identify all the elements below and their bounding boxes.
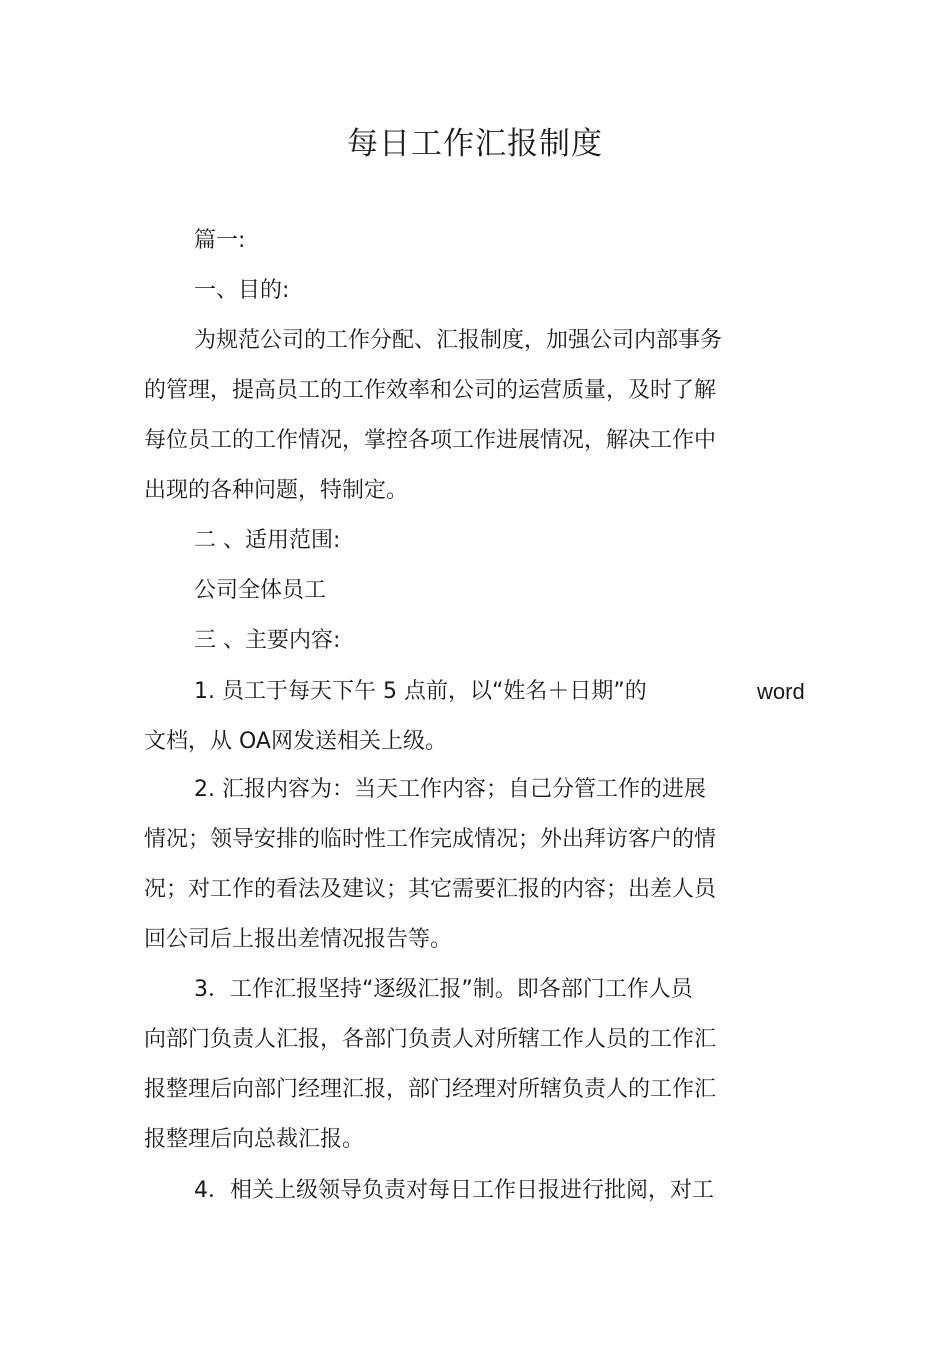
- list-item-line: 2. 汇报内容为：当天工作内容；自己分管工作的进展: [194, 777, 706, 802]
- word-label: word: [757, 679, 805, 704]
- document-title: 每日工作汇报制度: [347, 126, 603, 162]
- list-item-line: 3．工作汇报坚持“逐级汇报”制。即各部门工作人员: [194, 977, 693, 1002]
- list-item-line: 1. 员工于每天下午 5 点前，以“姓名＋日期”的: [194, 679, 647, 704]
- paragraph-line: 每位员工的工作情况，掌控各项工作进展情况，解决工作中: [144, 428, 717, 453]
- list-item-line: 4．相关上级领导负责对每日工作日报进行批阅，对工: [194, 1178, 714, 1203]
- section-heading-content: 三 、主要内容:: [194, 628, 341, 653]
- list-item-line: 情况；领导安排的临时性工作完成情况；外出拜访客户的情: [144, 827, 717, 852]
- list-item-line: 文档，从 OA网发送相关上级。: [144, 729, 447, 754]
- list-item-line: 报整理后向部门经理汇报，部门经理对所辖负责人的工作汇: [144, 1077, 717, 1102]
- list-item-line: 报整理后向总裁汇报。: [144, 1127, 365, 1152]
- list-item-line: 回公司后上报出差情况报告等。: [144, 927, 453, 952]
- paragraph-line: 出现的各种问题，特制定。: [144, 478, 409, 503]
- list-item-line: 况；对工作的看法及建议；其它需要汇报的内容；出差人员: [144, 877, 717, 902]
- section-heading-part-one: 篇一:: [194, 228, 246, 253]
- section-heading-purpose: 一、目的:: [194, 278, 290, 303]
- section-heading-scope: 二 、适用范围:: [194, 528, 341, 553]
- paragraph-line: 公司全体员工: [194, 578, 327, 603]
- list-item-line: 向部门负责人汇报，各部门负责人对所辖工作人员的工作汇: [144, 1027, 717, 1052]
- paragraph-line: 的管理，提高员工的工作效率和公司的运营质量，及时了解: [144, 378, 717, 403]
- paragraph-line: 为规范公司的工作分配、汇报制度，加强公司内部事务: [194, 328, 723, 353]
